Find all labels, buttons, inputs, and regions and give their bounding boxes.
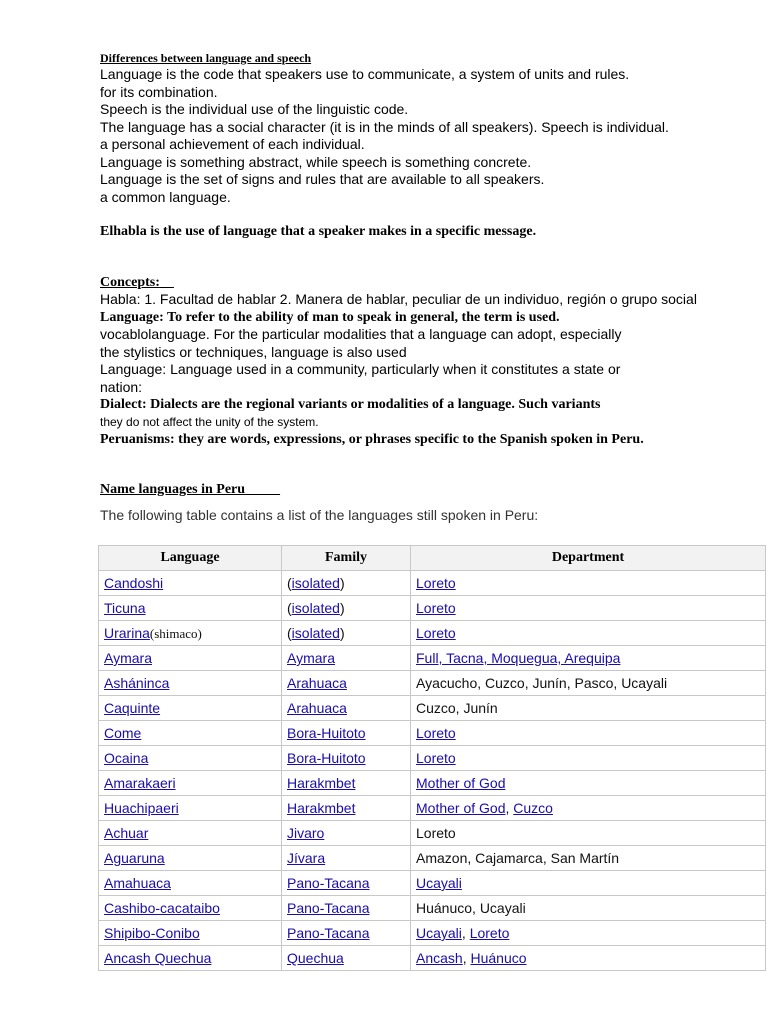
table-row [99,746,766,771]
language-link[interactable]: Ocaina [104,750,149,766]
cell-language [99,746,282,771]
cell-language [99,771,282,796]
department-link[interactable]: Loreto [416,750,456,766]
concept-peruanisms: Peruanisms: they are words, expressions, or phrases specific to the Spanish spoken in Peru. [100,431,644,447]
department-link[interactable]: Loreto [416,625,456,641]
cell-language [99,696,282,721]
concept-dialect: Dialect: Dialects are the regional variants or modalities of a language. Such variants [100,397,601,412]
language-link[interactable]: Amarakaeri [104,775,176,791]
department-link[interactable]: Ancash [416,950,463,966]
table-body [99,571,766,971]
department-link[interactable]: Loreto [469,925,510,941]
table-row [99,596,766,621]
cell-department [411,896,766,921]
department-link[interactable]: Loreto [416,575,456,591]
department-text: , [505,800,514,816]
cell-family [282,871,411,896]
department-text: , [461,925,470,941]
text-line: The language has a social character (it is in the minds of all speakers). Speech is individual. [100,118,669,135]
department-text: Huánuco, Ucayali [416,900,526,916]
family-link[interactable]: Pano-Tacana [287,900,370,916]
department-link[interactable]: Loreto [416,725,456,741]
table-row [99,896,766,921]
family-link[interactable]: isolated [291,575,340,591]
language-link[interactable]: Candoshi [104,575,164,591]
concept-vocablo-1: vocablolanguage. For the particular modalities that a language can adopt, especially [100,326,622,342]
concept-language: Language: To refer to the ability of man to speak in general, the term is used. [100,309,560,325]
cell-language [99,796,282,821]
department-link[interactable]: Mother of God [416,775,506,791]
table-row [99,796,766,821]
cell-family: (isolated) [282,596,411,621]
cell-family [282,671,411,696]
department-link[interactable]: Mother of God [416,800,506,816]
department-link[interactable]: Huánuco [470,950,527,966]
cell-language [99,896,282,921]
family-link[interactable]: Arahuaca [287,675,347,691]
cell-language [99,596,282,621]
text-line: Speech is the individual use of the linguistic code. [100,101,409,117]
table-row [99,946,766,971]
section-title-differences: Differences between language and speech [100,51,312,65]
cell-department [411,946,766,971]
speech-definition: Elhabla is the use of language that a speaker makes in a specific message. [100,224,537,239]
cell-family [282,921,411,946]
languages-intro: The following table contains a list of the languages still spoken in Peru: [100,506,539,523]
header-language: Language [99,546,282,571]
cell-department [411,671,766,696]
cell-department [411,621,766,646]
cell-family [282,771,411,796]
cell-family [282,821,411,846]
table-row [99,696,766,721]
cell-department [411,721,766,746]
text-line: for its combination. [100,83,218,100]
language-link[interactable]: Ticuna [104,600,146,616]
family-link[interactable]: Aymara [287,650,335,666]
text-line: Language is something abstract, while speech is something concrete. [100,153,532,170]
languages-title: Name languages in Peru [100,482,246,497]
cell-language [99,946,282,971]
cell-department [411,796,766,821]
cell-family [282,746,411,771]
concept-habla: Habla: 1. Facultad de hablar 2. Manera de hablar, peculiar de un individuo, región o grupo social [100,291,697,307]
family-link[interactable]: isolated [291,625,340,641]
cell-department [411,646,766,671]
table-header-row [99,546,766,571]
family-link[interactable]: Bora-Huitoto [287,725,366,741]
table-row [99,721,766,746]
cell-family: (isolated) [282,621,411,646]
table-row [99,871,766,896]
concept-vocablo-2: the stylistics or techniques, language is also used [100,343,407,360]
language-link[interactable]: Caquinte [104,700,161,716]
family-link[interactable]: Jívara [287,850,326,866]
department-link[interactable]: Loreto [416,600,456,616]
family-link[interactable]: Harakmbet [287,775,356,791]
family-link[interactable]: Jivaro [287,825,325,841]
cell-family: (isolated) [282,571,411,596]
concept-community-1: Language: Language used in a community, particularly when it constitutes a state or [100,361,621,377]
table-row [99,646,766,671]
department-text: Amazon, Cajamarca, San Martín [416,850,620,866]
cell-family [282,796,411,821]
text-line: Language is the code that speakers use to communicate, a system of units and rules. [100,66,630,82]
department-text: Ayacucho, Cuzco, Junín, Pasco, Ucayali [416,675,668,691]
family-link[interactable]: Bora-Huitoto [287,750,366,766]
family-link[interactable]: Quechua [287,950,344,966]
department-text: Cuzco, Junín [416,700,498,716]
table-row [99,921,766,946]
language-link[interactable]: Ancash Quechua [104,950,212,966]
cell-language [99,671,282,696]
language-link[interactable]: Huachipaeri [104,800,179,816]
language-link[interactable]: Asháninca [104,675,170,691]
language-link[interactable]: Amahuaca [104,875,171,891]
language-alt-name: (shimaco) [149,625,202,641]
family-link[interactable]: isolated [291,600,340,616]
cell-department [411,846,766,871]
cell-department [411,771,766,796]
cell-language [99,646,282,671]
text-line: a personal achievement of each individual. [100,136,365,152]
cell-family [282,646,411,671]
table-row [99,846,766,871]
text-line: a common language. [100,188,231,205]
family-link[interactable]: Arahuaca [287,700,347,716]
concept-community-2: nation: [100,378,143,395]
table-row [99,671,766,696]
cell-department [411,746,766,771]
language-link[interactable]: Come [104,725,142,741]
table-row [99,571,766,596]
cell-department [411,696,766,721]
concepts-title: Concepts: [100,274,160,290]
cell-language [99,846,282,871]
cell-department [411,571,766,596]
cell-department [411,596,766,621]
table-row [99,621,766,646]
concept-dialect-note: they do not affect the unity of the system. [100,414,319,429]
language-link[interactable]: Aymara [104,650,152,666]
department-link[interactable]: Ucayali [416,875,462,891]
cell-family [282,846,411,871]
cell-language [99,821,282,846]
department-link[interactable]: Full, Tacna, Moquegua, Arequipa [416,650,621,666]
cell-family [282,946,411,971]
cell-family [282,721,411,746]
language-link[interactable]: Urarina [104,624,150,641]
document-body [100,50,764,524]
table-row [99,821,766,846]
cell-language [99,871,282,896]
languages-table [98,545,766,971]
cell-language [99,721,282,746]
table-row [99,771,766,796]
department-link[interactable]: Ucayali [416,925,462,941]
cell-department [411,821,766,846]
cell-language [99,921,282,946]
differences-text [100,66,764,206]
language-link[interactable]: Achuar [104,825,149,841]
department-text: , [462,950,471,966]
cell-language [99,571,282,596]
cell-family [282,896,411,921]
family-link[interactable]: Pano-Tacana [287,875,370,891]
header-department: Department [411,546,766,571]
language-link[interactable]: Shipibo-Conibo [104,925,200,941]
cell-family [282,696,411,721]
family-link[interactable]: Pano-Tacana [287,925,370,941]
header-family: Family [282,546,411,571]
family-link[interactable]: Harakmbet [287,800,356,816]
text-line: Language is the set of signs and rules that are available to all speakers. [100,171,545,187]
cell-department [411,921,766,946]
cell-language [99,621,282,646]
language-link[interactable]: Aguaruna [104,850,165,866]
cell-department [411,871,766,896]
department-link[interactable]: Cuzco [513,800,553,816]
language-link[interactable]: Cashibo-cacataibo [104,900,220,916]
department-text: Loreto [416,825,456,841]
